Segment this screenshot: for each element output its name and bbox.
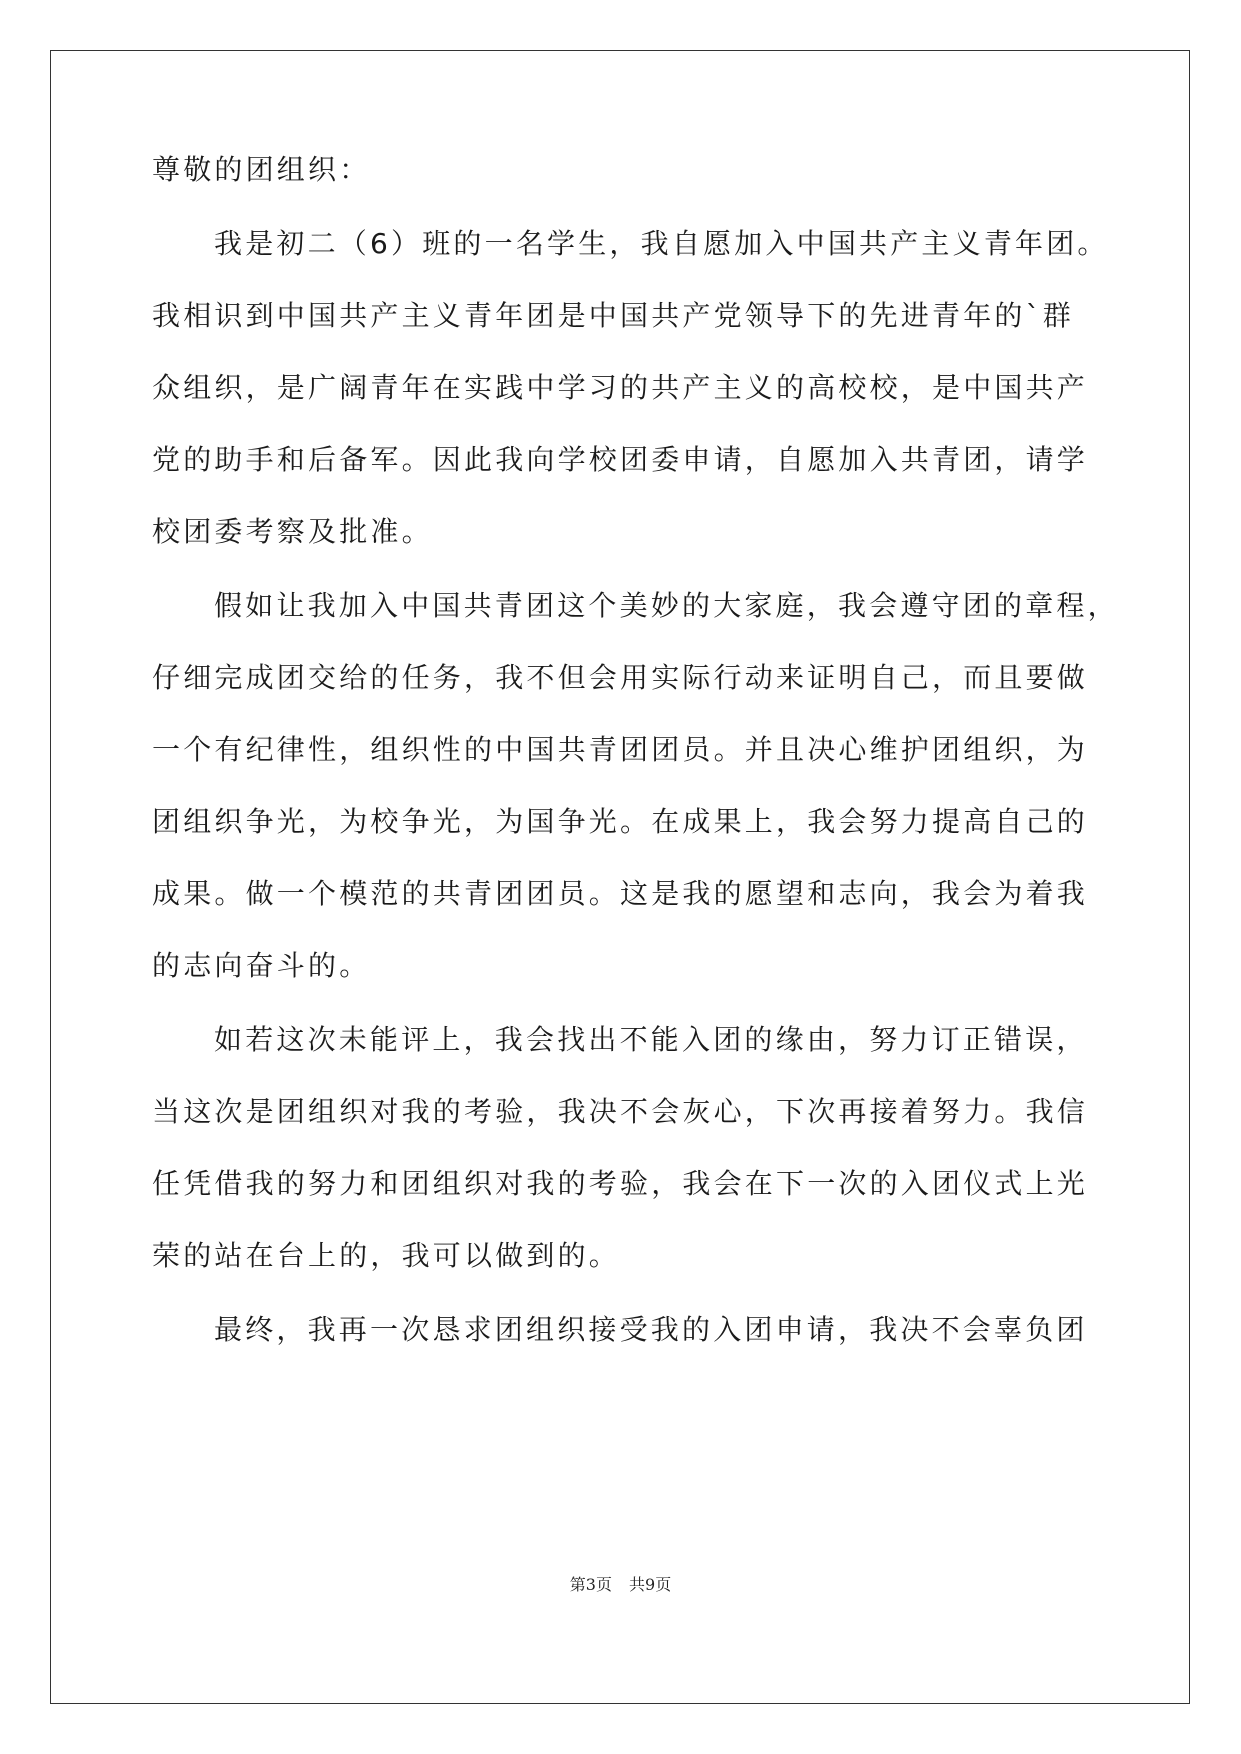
page-number: 第3页	[569, 1575, 612, 1594]
paragraph-line: 成果。做一个模范的共青团团员。这是我的愿望和志向，我会为着我	[152, 877, 1089, 910]
paragraph-line: 的志向奋斗的。	[152, 949, 371, 982]
paragraph-line: 众组织，是广阔青年在实践中学习的共产主义的高校校，是中国共产	[152, 371, 1089, 404]
paragraph-line: 假如让我加入中国共青团这个美妙的大家庭，我会遵守团的章程，	[214, 589, 1119, 622]
paragraph-line: 仔细完成团交给的任务，我不但会用实际行动来证明自己，而且要做	[152, 661, 1089, 694]
salutation-line: 尊敬的团组织：	[152, 153, 371, 186]
paragraph-line: 党的助手和后备军。因此我向学校团委申请，自愿加入共青团，请学	[152, 443, 1089, 476]
paragraph-line: 一个有纪律性，组织性的中国共青团团员。并且决心维护团组织，为	[152, 733, 1089, 766]
page-total: 共9页	[629, 1575, 672, 1594]
paragraph-line: 团组织争光，为校争光，为国争光。在成果上，我会努力提高自己的	[152, 805, 1089, 838]
page-footer	[0, 1572, 1241, 1595]
paragraph-line: 我相识到中国共产主义青年团是中国共产党领导下的先进青年的`群	[152, 299, 1075, 332]
paragraph-line: 任凭借我的努力和团组织对我的考验，我会在下一次的入团仪式上光	[152, 1167, 1089, 1200]
paragraph-line: 我是初二（6）班的一名学生，我自愿加入中国共产主义青年团。	[214, 227, 1109, 260]
paragraph-line: 当这次是团组织对我的考验，我决不会灰心，下次再接着努力。我信	[152, 1095, 1089, 1128]
paragraph-line: 校团委考察及批准。	[152, 515, 433, 548]
paragraph-line: 最终，我再一次恳求团组织接受我的入团申请，我决不会辜负团	[214, 1313, 1088, 1346]
paragraph-line: 如若这次未能评上，我会找出不能入团的缘由，努力订正错误，	[214, 1023, 1088, 1056]
paragraph-line: 荣的站在台上的，我可以做到的。	[152, 1239, 621, 1272]
